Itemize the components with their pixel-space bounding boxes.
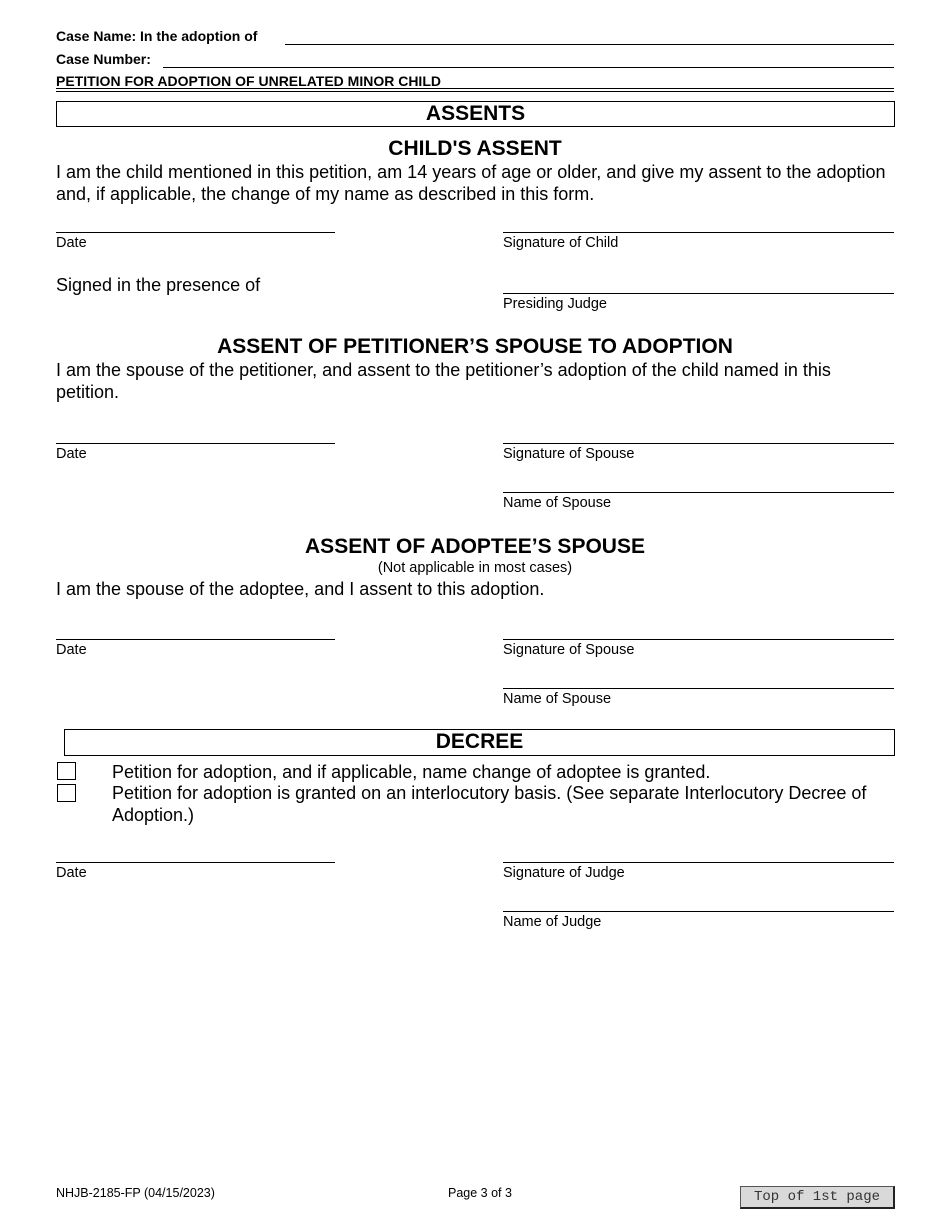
signed-presence-text: Signed in the presence of (56, 275, 261, 295)
page-number: Page 3 of 3 (448, 1186, 512, 1200)
petitioner-spouse-name-line[interactable] (503, 492, 894, 493)
judge-signature-line[interactable] (503, 862, 894, 863)
petitioner-spouse-signature-line[interactable] (503, 443, 894, 444)
header-divider-2 (56, 91, 894, 92)
presiding-judge-line[interactable] (503, 293, 894, 294)
adoptee-spouse-signature-line[interactable] (503, 639, 894, 640)
petitioner-spouse-heading: ASSENT OF PETITIONER’S SPOUSE TO ADOPTION (217, 335, 733, 358)
judge-signature-label: Signature of Judge (503, 865, 625, 881)
presiding-judge-label: Presiding Judge (503, 296, 607, 312)
adoptee-spouse-name-label: Name of Spouse (503, 691, 612, 707)
petitioner-spouse-date-label: Date (56, 446, 87, 462)
decree-interlocutory-text: Petition for adoption is granted on an interlocutory basis. (See separate Interlocutory Decree of Adoption.) (112, 783, 867, 825)
child-date-label: Date (56, 235, 87, 251)
petitioner-spouse-name-label: Name of Spouse (503, 495, 612, 511)
form-title: PETITION FOR ADOPTION OF UNRELATED MINOR CHILD (56, 73, 441, 89)
adoptee-spouse-heading: ASSENT OF ADOPTEE’S SPOUSE (305, 535, 645, 558)
childs-assent-heading: CHILD'S ASSENT (388, 137, 562, 160)
decree-granted-text: Petition for adoption, and if applicable, name change of adoptee is granted. (112, 762, 711, 782)
decree-interlocutory-checkbox[interactable] (57, 784, 76, 802)
child-date-line[interactable] (56, 232, 335, 233)
adoptee-spouse-name-line[interactable] (503, 688, 894, 689)
decree-granted-checkbox[interactable] (57, 762, 76, 780)
child-signature-label: Signature of Child (503, 235, 619, 251)
top-of-first-page-button[interactable]: Top of 1st page (740, 1186, 895, 1209)
judge-name-label: Name of Judge (503, 914, 602, 930)
header-divider-1 (56, 88, 894, 89)
case-name-label: Case Name: In the adoption of (56, 28, 258, 44)
petitioner-spouse-date-line[interactable] (56, 443, 335, 444)
adoptee-spouse-subheading: (Not applicable in most cases) (377, 560, 573, 576)
childs-assent-text: I am the child mentioned in this petition, am 14 years of age or older, and give my assent to the adoption and, if applicable, the change of my name as described in this form. (56, 162, 886, 204)
case-number-label: Case Number: (56, 51, 151, 67)
assents-title: ASSENTS (56, 101, 895, 127)
decree-date-line[interactable] (56, 862, 335, 863)
judge-name-line[interactable] (503, 911, 894, 912)
adoptee-spouse-date-label: Date (56, 642, 87, 658)
petitioner-spouse-text: I am the spouse of the petitioner, and assent to the petitioner’s adoption of the child named in this petition. (56, 360, 831, 402)
adoptee-spouse-signature-label: Signature of Spouse (503, 642, 635, 658)
decree-date-label: Date (56, 865, 87, 881)
adoptee-spouse-date-line[interactable] (56, 639, 335, 640)
child-signature-line[interactable] (503, 232, 894, 233)
petitioner-spouse-signature-label: Signature of Spouse (503, 446, 635, 462)
case-number-field[interactable] (163, 67, 894, 68)
decree-title: DECREE (64, 729, 895, 756)
form-id: NHJB-2185-FP (04/15/2023) (56, 1186, 215, 1200)
adoptee-spouse-text: I am the spouse of the adoptee, and I assent to this adoption. (56, 579, 545, 599)
case-name-field[interactable] (285, 44, 894, 45)
